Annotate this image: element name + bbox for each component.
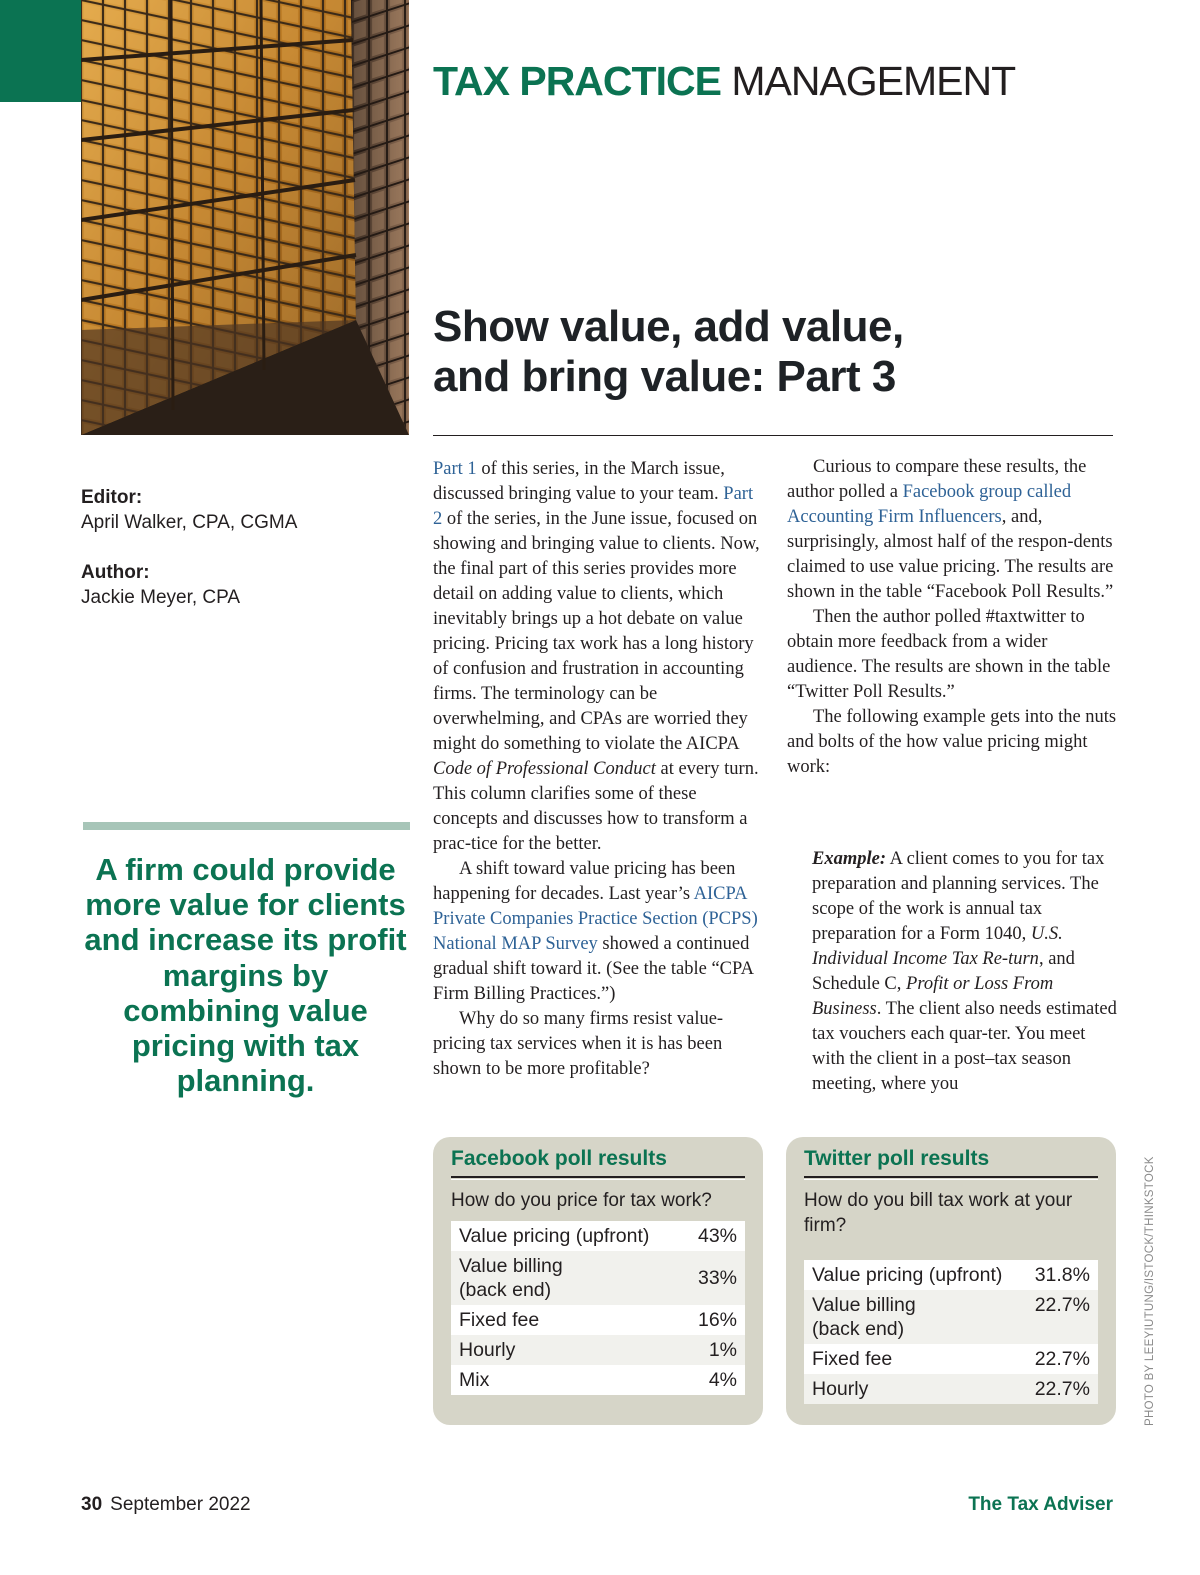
headline-line-2: and bring value: Part 3 — [433, 352, 896, 401]
section-title-bold: TAX PRACTICE — [433, 58, 721, 104]
row-label: Hourly — [812, 1378, 869, 1400]
row-label: Fixed fee — [459, 1309, 540, 1331]
twitter-poll-table — [786, 1137, 1116, 1425]
table-row — [804, 1344, 1098, 1374]
building-photo — [81, 0, 409, 435]
row-value: 22.7% — [1034, 1294, 1090, 1316]
form-title: U.S. Individual Income Tax Re-turn — [812, 924, 1063, 969]
row-label: Value pricing (upfront) — [459, 1225, 650, 1247]
facebook-poll-question: How do you price for tax work? — [451, 1179, 745, 1221]
table-row — [451, 1335, 745, 1365]
facebook-poll-rows — [451, 1221, 745, 1395]
row-value: 43% — [697, 1225, 737, 1247]
row-label: Fixed fee — [812, 1348, 893, 1370]
text-span: of the series, in the June issue, focused on showing and bringing value to clients. Now, the final part of this series provides more detail on adding value to clients, which inevitably brings up a hot debate on value pricing. Pricing tax work has a long history of confusion and frustration in accounting firms. The terminology can be overwhelming, and CPAs are worried they might do something to violate the AICPA — [433, 509, 760, 754]
table-row — [804, 1260, 1098, 1290]
facebook-group-link[interactable]: Facebook group called Accounting Firm Influencers — [787, 482, 1072, 527]
paragraph — [787, 455, 1117, 605]
text-span: of this series, in the March issue, discussed bringing value to your team. — [433, 459, 725, 504]
text-span: A client comes to you for tax preparation and planning services. The scope of the work is annual tax preparation for a Form 1040, — [812, 849, 1105, 944]
table-row — [451, 1221, 745, 1251]
body-column-1 — [433, 457, 763, 1082]
table-row — [804, 1374, 1098, 1404]
paragraph: Why do so many firms resist value-pricing tax services when it is has been shown to be more profitable? — [433, 1009, 724, 1079]
issue-date: September 2022 — [110, 1494, 251, 1515]
publication-name: The Tax Adviser — [968, 1494, 1113, 1515]
footer-page-info — [81, 1494, 251, 1516]
text-span: showed a continued gradual shift toward it. (See the table “CPA Firm Billing Practices.”) — [433, 934, 753, 1004]
twitter-poll-title: Twitter poll results — [804, 1147, 1098, 1178]
body-column-2 — [787, 455, 1117, 780]
paragraph: Then the author polled #taxtwitter to obtain more feedback from a wider audience. The results are shown in the table “Twitter Poll Results.” — [787, 607, 1111, 702]
part-1-link[interactable]: Part 1 — [433, 459, 477, 479]
text-span: , and, surprisingly, almost half of the respon-dents claimed to use value pricing. The results are shown in the table “Facebook Poll Results.” — [787, 507, 1114, 602]
photo-credit: PHOTO BY LEEYIUTUNG/ISTOCK/THINKSTOCK — [1144, 1156, 1156, 1426]
twitter-poll-rows — [804, 1260, 1098, 1404]
headline-rule — [433, 435, 1113, 436]
pull-quote-bar — [83, 822, 410, 830]
code-title: Code of Professional Conduct — [433, 759, 656, 779]
author-credit — [81, 560, 381, 610]
pull-quote: A firm could provide more value for clients and increase its profit margins by combining value pricing with tax planning. — [84, 852, 407, 1099]
paragraph — [433, 857, 763, 1007]
paragraph: The following example gets into the nuts and bolts of the how value pricing might work: — [787, 707, 1117, 777]
text-span: , and Schedule C, — [812, 949, 1075, 994]
green-accent-block — [0, 0, 81, 102]
table-row — [451, 1305, 745, 1335]
row-value: 31.8% — [1034, 1264, 1090, 1286]
table-row — [804, 1290, 1098, 1344]
row-label: Value pricing (upfront) — [812, 1264, 1003, 1286]
twitter-poll-question: How do you bill tax work at your firm? — [804, 1179, 1098, 1260]
row-value: 1% — [708, 1339, 737, 1361]
row-value: 4% — [708, 1369, 737, 1391]
example-paragraph — [812, 847, 1117, 1097]
text-span: A shift toward value pricing has been happening for decades. Last year’s — [433, 859, 736, 904]
text-span: at every turn. This column clarifies some of these concepts and discusses how to transform a prac-tice for the better. — [433, 759, 759, 854]
schedule-title: Profit or Loss From Business — [812, 974, 1054, 1019]
text-span: Curious to compare these results, the author polled a — [787, 457, 1087, 502]
section-title-light: MANAGEMENT — [731, 58, 1016, 104]
example-block — [812, 847, 1117, 1097]
pcps-survey-link[interactable]: AICPA Private Companies Practice Section (PCPS) National MAP Survey — [433, 884, 758, 954]
row-label: Hourly — [459, 1339, 516, 1361]
table-row — [451, 1251, 745, 1305]
editor-label: Editor: — [81, 487, 143, 508]
author-label: Author: — [81, 562, 150, 583]
headline-line-1: Show value, add value, — [433, 302, 904, 351]
row-label: Value billing (back end) — [459, 1255, 563, 1301]
example-label: Example: — [812, 849, 886, 869]
row-value: 22.7% — [1034, 1348, 1090, 1370]
text-span: . The client also needs estimated tax vouchers each quar-ter. You meet with the client in a post–tax season meeting, where you — [812, 999, 1117, 1094]
part-2-link[interactable]: Part 2 — [433, 484, 754, 529]
paragraph — [433, 457, 763, 857]
editor-name: April Walker, CPA, CGMA — [81, 512, 298, 533]
row-value: 16% — [697, 1309, 737, 1331]
row-value: 22.7% — [1034, 1378, 1090, 1400]
row-value: 33% — [697, 1267, 737, 1289]
editor-credit — [81, 485, 381, 535]
article-headline — [433, 302, 1113, 402]
row-label: Mix — [459, 1369, 490, 1391]
author-name: Jackie Meyer, CPA — [81, 587, 241, 608]
section-title — [433, 58, 1015, 105]
facebook-poll-title: Facebook poll results — [451, 1147, 745, 1178]
table-row — [451, 1365, 745, 1395]
facebook-poll-table — [433, 1137, 763, 1425]
page-number: 30 — [81, 1494, 103, 1515]
row-label: Value billing (back end) — [812, 1294, 916, 1340]
